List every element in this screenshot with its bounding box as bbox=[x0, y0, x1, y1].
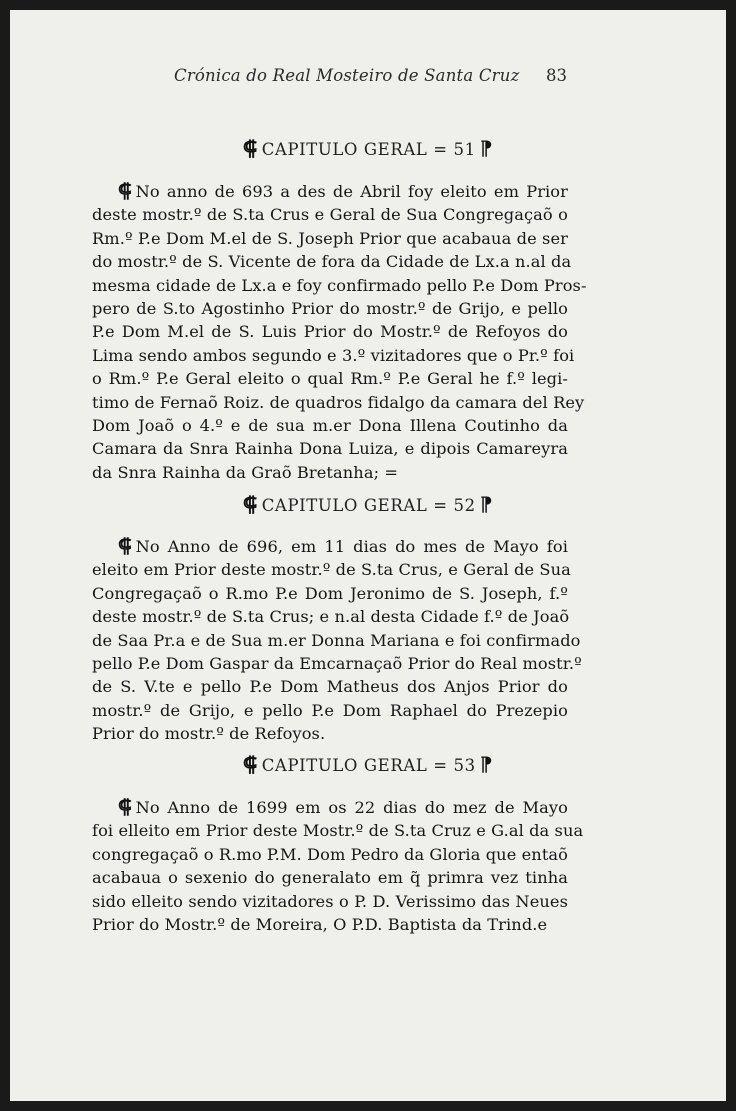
text-line bbox=[92, 250, 572, 273]
text-line bbox=[92, 535, 568, 558]
text-line-content: Camara da Snra Rainha Dona Luiza, e dipois Camareyra bbox=[92, 439, 568, 459]
text-line bbox=[92, 461, 568, 484]
text-line bbox=[92, 391, 585, 414]
running-title: Crónica do Real Mosteiro de Santa Cruz bbox=[174, 66, 520, 85]
text-line-content: No Anno de 696, em 11 dias do mes de Mayo foi bbox=[135, 537, 568, 556]
text-line-content: No anno de 693 a des de Abril foy eleito em Prior bbox=[135, 182, 568, 201]
text-line-content: pero de S.to Agostinho Prior do mostr.º de Grijo, e pello bbox=[92, 299, 568, 319]
chapter-heading-53 bbox=[10, 750, 726, 777]
text-line bbox=[92, 180, 568, 203]
closing-ornament-icon: ⁋ bbox=[479, 492, 494, 516]
text-line bbox=[92, 699, 568, 722]
chapter-heading-text: CAPITULO GERAL = 52 bbox=[261, 496, 476, 515]
paragraph-chapter-51 bbox=[92, 180, 587, 484]
text-line-content: da Snra Rainha da Graõ Bretanha; = bbox=[92, 462, 399, 482]
text-line-content: pello P.e Dom Gaspar da Emcarnaçaõ Prior do Real mostr.º bbox=[92, 654, 582, 674]
text-line bbox=[92, 274, 587, 297]
text-line bbox=[92, 437, 568, 460]
text-line bbox=[92, 866, 568, 889]
text-line-content: sido elleito sendo vizitadores o P. D. Verissimo das Neues bbox=[92, 891, 568, 911]
text-line bbox=[92, 367, 568, 390]
text-line bbox=[92, 297, 568, 320]
book-page bbox=[10, 10, 726, 1101]
pilcrow-icon: ⸿ bbox=[118, 180, 132, 202]
text-line-content: eleito em Prior deste mostr.º de S.ta Crus, e Geral de Sua bbox=[92, 560, 571, 580]
chapter-heading-text: CAPITULO GERAL = 53 bbox=[261, 756, 476, 775]
text-line-content: congregaçaõ o R.mo P.M. Dom Pedro da Gloria que entaõ bbox=[92, 844, 569, 864]
text-line-content: timo de Fernaõ Roiz. de quadros fidalgo da camara del Rey bbox=[92, 392, 585, 412]
text-line-content: deste mostr.º de S.ta Crus e Geral de Sua Congregaçaõ o bbox=[92, 205, 568, 225]
text-line bbox=[92, 913, 568, 936]
text-line bbox=[92, 796, 568, 819]
pilcrow-icon: ⸿ bbox=[118, 796, 132, 818]
text-line bbox=[92, 629, 581, 652]
text-line bbox=[92, 605, 568, 628]
pilcrow-icon: ⸿ bbox=[242, 752, 258, 776]
text-line-content: Dom Joaõ o 4.º e de sua m.er Dona Illena Coutinho da bbox=[92, 416, 568, 436]
text-line-content: No Anno de 1699 em os 22 dias do mez de Mayo bbox=[135, 798, 568, 817]
text-line bbox=[92, 227, 568, 250]
running-head bbox=[10, 66, 726, 96]
text-line bbox=[92, 344, 575, 367]
closing-ornament-icon: ⁋ bbox=[479, 752, 494, 776]
paragraph-chapter-52 bbox=[92, 535, 582, 746]
text-line bbox=[92, 819, 584, 842]
page-number: 83 bbox=[546, 66, 567, 85]
text-line bbox=[92, 652, 582, 675]
text-line bbox=[92, 890, 568, 913]
text-line-content: foi elleito em Prior deste Mostr.º de S.ta Cruz e G.al da sua bbox=[92, 821, 584, 841]
text-line bbox=[92, 582, 568, 605]
text-line-content: Prior do Mostr.º de Moreira, O P.D. Baptista da Trind.e bbox=[92, 915, 548, 935]
paragraph-chapter-53 bbox=[92, 796, 584, 936]
pilcrow-icon: ⸿ bbox=[242, 492, 258, 516]
text-line bbox=[92, 675, 568, 698]
chapter-heading-52 bbox=[10, 490, 726, 517]
closing-ornament-icon: ⁋ bbox=[479, 136, 494, 160]
text-line-content: o Rm.º P.e Geral eleito o qual Rm.º P.e Geral he f.º legi- bbox=[92, 369, 568, 389]
text-line bbox=[92, 320, 568, 343]
text-line-content: Congregaçaõ o R.mo P.e Dom Jeronimo de S. Joseph, f.º bbox=[92, 583, 568, 603]
text-line bbox=[92, 558, 571, 581]
text-line bbox=[92, 203, 568, 226]
text-line-content: P.e Dom M.el de S. Luis Prior do Mostr.º de Refoyos do bbox=[92, 322, 568, 342]
pilcrow-icon: ⸿ bbox=[118, 535, 132, 557]
text-line bbox=[92, 843, 568, 866]
chapter-heading-51 bbox=[10, 134, 726, 161]
text-line-content: Lima sendo ambos segundo e 3.º vizitadores que o Pr.º foi bbox=[92, 345, 575, 365]
text-line-content: de S. V.te e pello P.e Dom Matheus dos Anjos Prior do bbox=[92, 677, 568, 697]
text-line-content: Rm.º P.e Dom M.el de S. Joseph Prior que acabaua de ser bbox=[92, 228, 568, 248]
text-line-content: mesma cidade de Lx.a e foy confirmado pello P.e Dom Pros- bbox=[92, 275, 587, 295]
text-line bbox=[92, 414, 568, 437]
text-line-content: de Saa Pr.a e de Sua m.er Donna Mariana e foi confirmado bbox=[92, 630, 581, 650]
pilcrow-icon: ⸿ bbox=[242, 136, 258, 160]
text-line-content: Prior do mostr.º de Refoyos. bbox=[92, 724, 326, 744]
text-line-content: mostr.º de Grijo, e pello P.e Dom Raphael do Prezepio bbox=[92, 700, 568, 720]
text-line-content: acabaua o sexenio do generalato em q̃ primra vez tinha bbox=[92, 868, 568, 888]
text-line-content: deste mostr.º de S.ta Crus; e n.al desta Cidade f.º de Joaõ bbox=[92, 607, 570, 627]
text-line bbox=[92, 722, 568, 745]
text-line-content: do mostr.º de S. Vicente de fora da Cidade de Lx.a n.al da bbox=[92, 252, 572, 272]
chapter-heading-text: CAPITULO GERAL = 51 bbox=[261, 140, 476, 159]
